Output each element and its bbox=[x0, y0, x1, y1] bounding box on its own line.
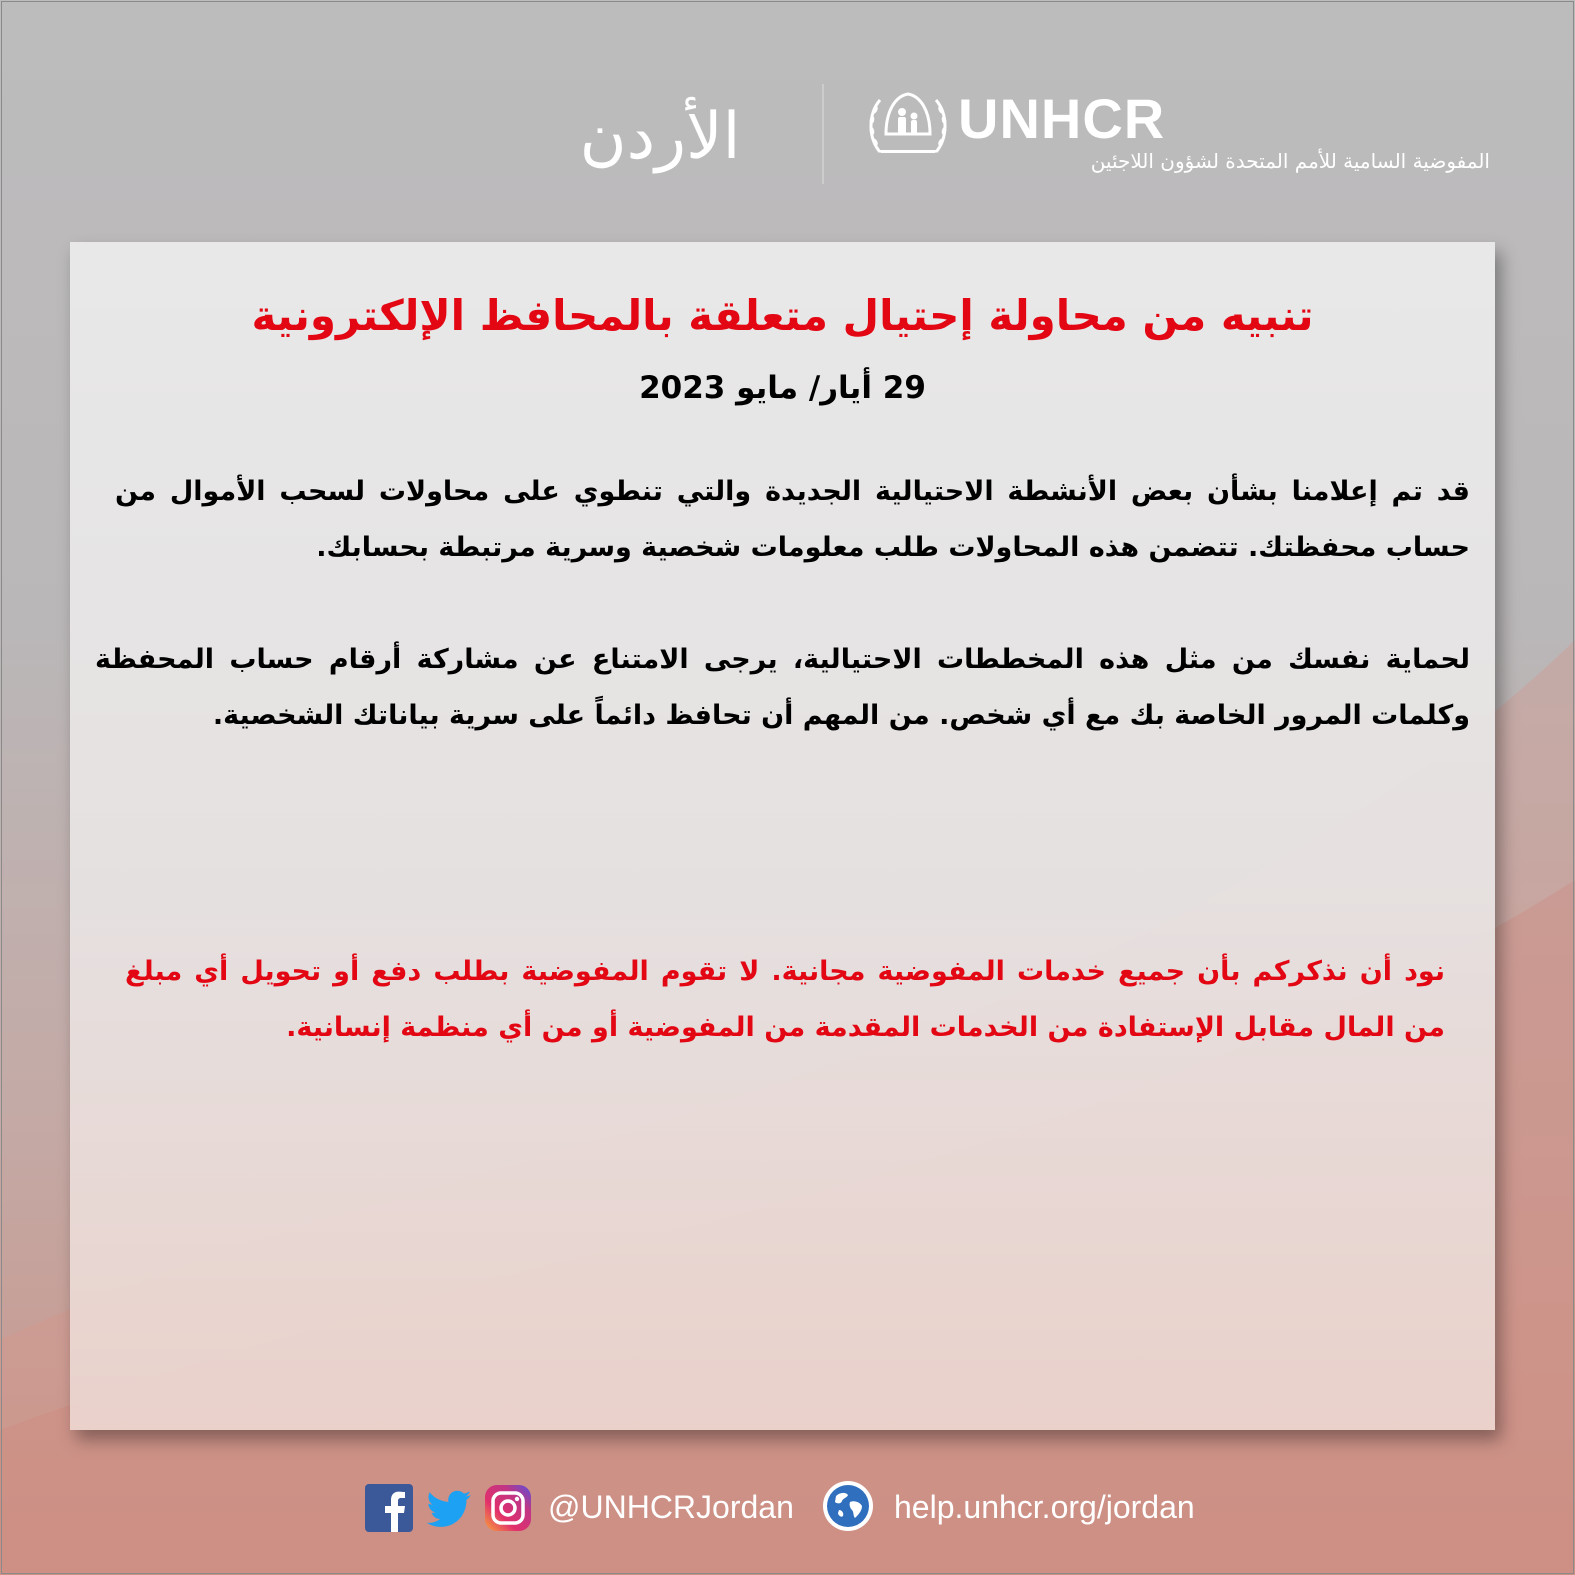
unhcr-tagline: المفوضية السامية للأمم المتحدة لشؤون اللاجئين bbox=[1090, 149, 1490, 173]
instagram-icon[interactable] bbox=[484, 1484, 532, 1532]
social-handle[interactable]: @UNHCRJordan bbox=[548, 1489, 794, 1525]
paragraph-protection-advice: لحماية نفسك من مثل هذه المخططات الاحتيالية، يرجى الامتناع عن مشاركة أرقام حساب المحفظة وكلمات المرور الخاصة بك مع أي شخص. من المهم أن تحافظ دائماً على سرية بياناتك الشخصية. bbox=[95, 644, 1470, 731]
paragraph-fraud-info: قد تم إعلامنا بشأن بعض الأنشطة الاحتيالية الجديدة والتي تنطوي على محاولات لسحب الأموال من حساب محفظتك. تتضمن هذه المحاولات طلب معلومات شخصية وسرية مرتبطة بحسابك. bbox=[115, 476, 1470, 563]
unhcr-emblem-icon bbox=[866, 88, 950, 164]
unhcr-wordmark: UNHCR bbox=[958, 87, 1166, 150]
header-divider bbox=[822, 84, 824, 184]
country-label: الأردن bbox=[579, 100, 741, 174]
help-website-link[interactable]: help.unhcr.org/jordan bbox=[894, 1489, 1195, 1525]
facebook-icon[interactable] bbox=[365, 1484, 413, 1532]
alert-card bbox=[70, 242, 1495, 1430]
free-services-note: نود أن نذكركم بأن جميع خدمات المفوضية مجانية. لا تقوم المفوضية بطلب دفع أو تحويل أي مبلغ من المال مقابل الإستفادة من الخدمات المقدمة من المفوضية أو من أي منظمة إنسانية. bbox=[125, 956, 1445, 1043]
twitter-icon[interactable] bbox=[425, 1484, 473, 1532]
globe-icon[interactable] bbox=[822, 1480, 874, 1532]
alert-title: تنبيه من محاولة إحتيال متعلقة بالمحافظ الإلكترونية bbox=[251, 291, 1314, 340]
alert-date: 29 أيار/ مايو 2023 bbox=[639, 370, 926, 406]
